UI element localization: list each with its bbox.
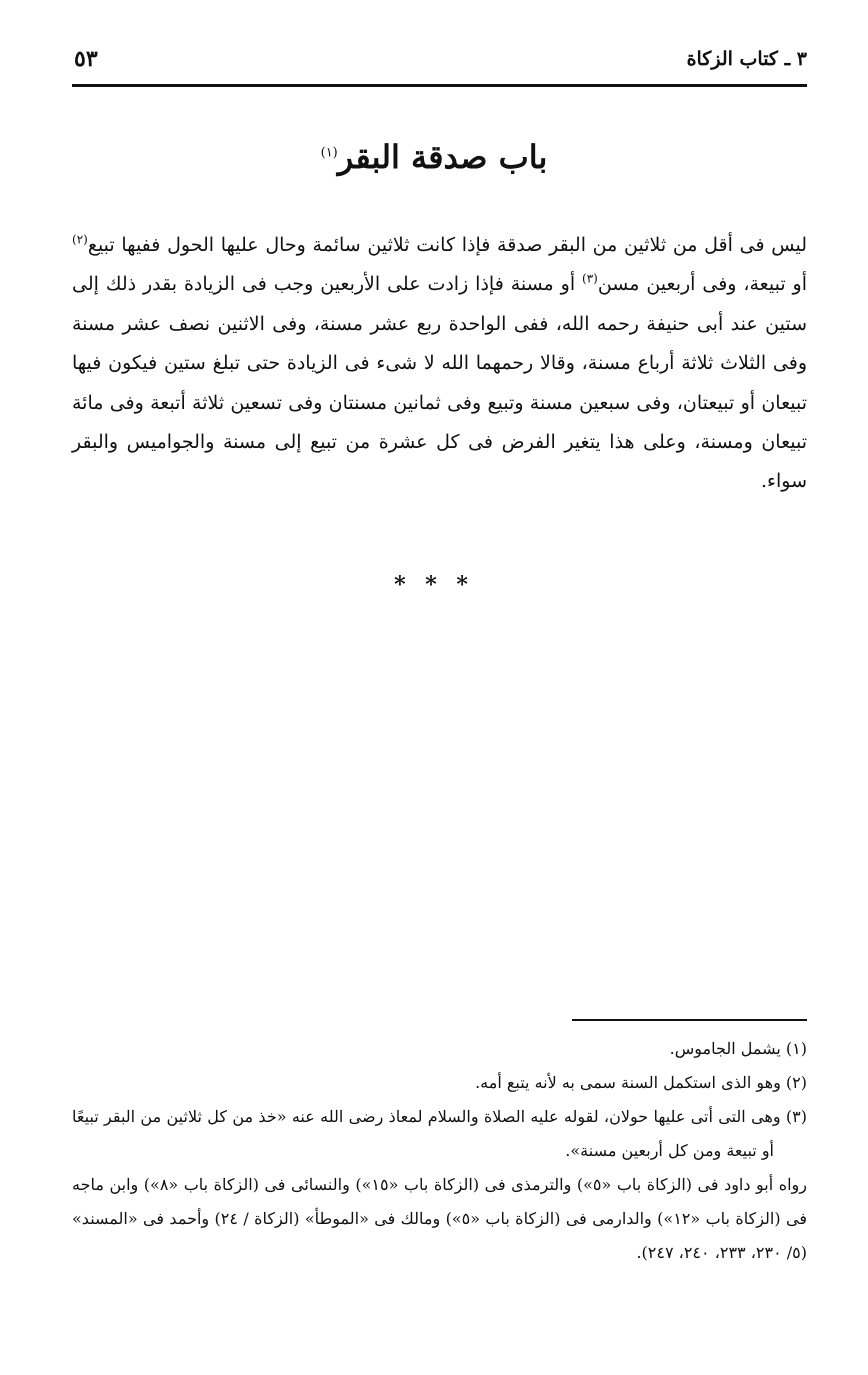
footnote-ref-2: (٢) — [72, 232, 88, 247]
footnote-2: (٢) وهو الذى استكمل السنة سمى به لأنه يتبع أمه. — [475, 1073, 807, 1092]
footnote-ref-3: (٣) — [582, 272, 598, 287]
footnote-divider — [572, 1019, 807, 1021]
running-header — [72, 48, 807, 87]
main-paragraph — [72, 226, 807, 502]
paragraph-part-1: ليس فى أقل من ثلاثين من البقر صدقة فإذا كانت ثلاثين سائمة وحال عليها الحول ففيها تبيع — [87, 234, 807, 256]
section-heading-text: باب صدقة البقر — [337, 138, 548, 176]
paragraph-part-2: أو تبيعة، وفى أربعين مسن — [597, 273, 807, 296]
paragraph-part-3: أو مسنة فإذا زادت على الأربعين وجب فى الزيادة بقدر ذلك إلى ستين عند أبى حنيفة رحمه الله، ففى الواحدة ربع عشر مسنة، وفى الاثنين نصف عشر مسنة وفى الثلاث ثلاثة أرباع مسنة، وقالا رحمهما الله لا شىء فى الزيادة حتى تبلغ ستين فيكون فيها تبيعان أو تبيعتان، وفى سبعين مسنة وتبيع وفى ثمانين مسنتان وفى تسعين ثلاثة أتبعة وفى مائة تبيعان ومسنة، وعلى هذا يتغير الفرض فى كل عشرة من تبيع إلى مسنة والجواميس والبقر سواء. — [72, 273, 807, 493]
page-number: ٥٣ — [74, 46, 98, 72]
footnote-3-references: رواه أبو داود فى (الزكاة باب «٥») والترمذى فى (الزكاة باب «١٥») والنسائى فى (الزكاة باب «٨») وابن ماجه فى (الزكاة باب «١٢») والدارمى فى (الزكاة باب «٥») ومالك فى «الموطأ» (الزكاة / ٢٤) وأحمد فى «المسند» (٥/ ٢٣٠، ٢٣٣، ٢٤٠، ٢٤٧). — [72, 1175, 808, 1262]
footnotes — [72, 1032, 807, 1270]
chapter-title: ٣ ـ كتاب الزكاة — [686, 48, 807, 70]
footnote-1: (١) يشمل الجاموس. — [669, 1039, 807, 1058]
section-separator: * * * — [394, 572, 474, 598]
section-heading — [0, 138, 868, 176]
footnote-3: (٣) وهى التى أتى عليها حولان، لقوله عليه الصلاة والسلام لمعاذ رضى الله عنه «خذ من كل ثلاثين من البقر تبيعًا أو تبيعة ومن كل أربعين مسنة». — [72, 1107, 807, 1160]
heading-footnote-ref: (١) — [320, 145, 338, 161]
